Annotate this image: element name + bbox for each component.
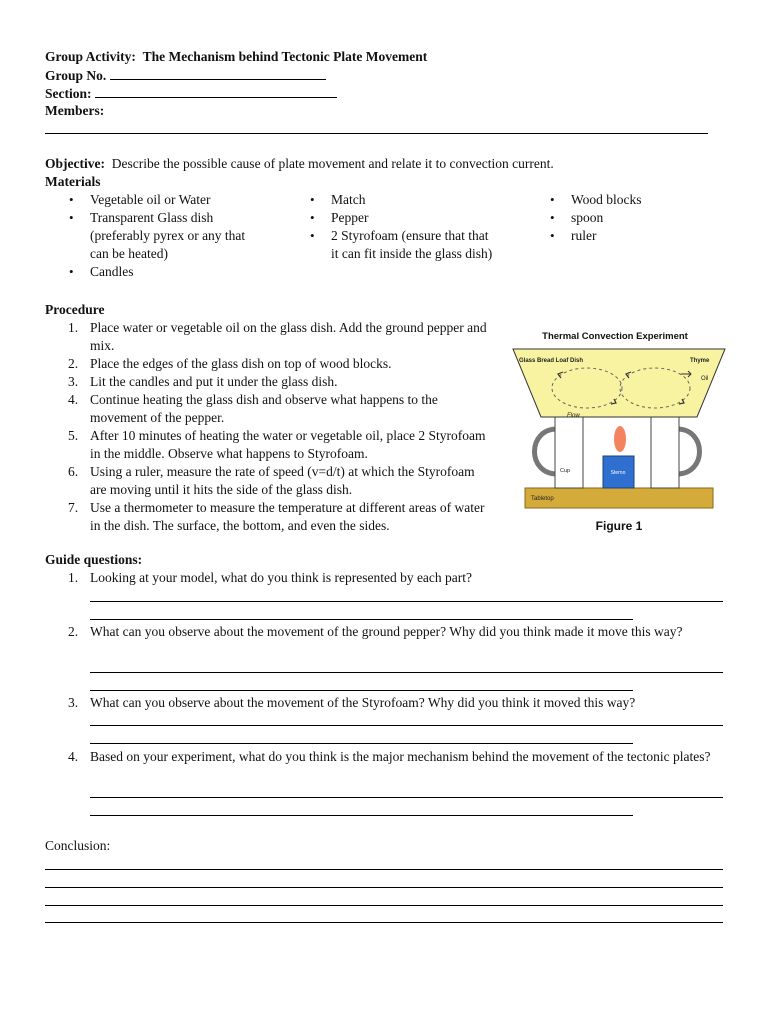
answer-line[interactable] (90, 743, 633, 744)
group-no-field[interactable] (110, 66, 326, 80)
conclusion-line[interactable] (45, 887, 723, 888)
guide-question: 1. Looking at your model, what do you think is represented by each part? (68, 570, 473, 585)
sterno-label: Sterno (610, 470, 626, 476)
conclusion-label: Conclusion: (45, 838, 111, 853)
answer-line[interactable] (90, 619, 633, 620)
procedure-step: 1. Place water or vegetable oil on the glass dish. Add the ground pepper and mix. (68, 320, 487, 353)
section-line: Section: (45, 84, 337, 103)
material-item: • Wood blocks (545, 191, 725, 209)
conclusion-line[interactable] (45, 922, 723, 923)
cup-label: Cup (560, 468, 571, 474)
flow-label: Flow (567, 413, 580, 419)
material-item: • Transparent Glass dish (preferably pyrex or any that can be heated) (64, 209, 254, 263)
procedure-heading: Procedure (45, 302, 105, 317)
guide-question: 2. What can you observe about the movement of the ground pepper? Why did you think made it move this way? (68, 624, 683, 639)
tabletop-label: Tabletop (531, 496, 554, 502)
answer-line[interactable] (90, 672, 723, 673)
guide-question: 4. Based on your experiment, what do you think is the major mechanism behind the movement of the tectonic plates? (68, 749, 711, 764)
figure-title: Thermal Convection Experiment (542, 331, 688, 342)
procedure-step: 7. Use a thermometer to measure the temperature at different areas of water in the dish. The surface, the bottom, and even the sides. (68, 500, 485, 533)
answer-line[interactable] (90, 601, 723, 602)
procedure-step: 6. Using a ruler, measure the rate of speed (v=d/t) at which the Styrofoam are moving until it hits the side of the glass dish. (68, 464, 475, 497)
left-cup-handle (535, 429, 558, 474)
material-item: • Pepper (305, 209, 495, 227)
material-item: • ruler (545, 227, 725, 245)
guide-heading: Guide questions: (45, 552, 143, 567)
materials-col2 (305, 191, 495, 263)
answer-line[interactable] (90, 690, 633, 691)
activity-title: Group Activity: The Mechanism behind Tectonic Plate Movement (45, 49, 428, 64)
material-item: • Match (305, 191, 495, 209)
material-item: • Candles (64, 263, 254, 281)
materials-col1 (64, 191, 254, 281)
procedure-list (68, 319, 488, 535)
answer-line[interactable] (90, 725, 723, 726)
objective: Objective: Describe the possible cause of plate movement and relate it to convection current. (45, 156, 554, 171)
materials-col3 (545, 191, 725, 245)
right-cup (651, 417, 679, 488)
group-no-line: Group No. (45, 66, 326, 85)
material-item: • 2 Styrofoam (ensure that that it can fit inside the glass dish) (305, 227, 495, 263)
conclusion-line[interactable] (45, 905, 723, 906)
right-cup-handle (677, 429, 700, 474)
figure-caption: Figure 1 (595, 519, 643, 533)
answer-line[interactable] (90, 797, 723, 798)
conclusion-line[interactable] (45, 869, 723, 870)
members-line[interactable] (45, 133, 708, 134)
procedure-step: 4. Continue heating the glass dish and observe what happens to the movement of the pepper. (68, 392, 438, 425)
answer-line[interactable] (90, 815, 633, 816)
dish-label: Glass Bread Loaf Dish (519, 358, 584, 364)
members-label: Members: (45, 103, 105, 118)
procedure-step: 5. After 10 minutes of heating the water or vegetable oil, place 2 Styrofoam in the middle. Observe what happens to Styrofoam. (68, 428, 486, 461)
material-item: • Vegetable oil or Water (64, 191, 254, 209)
guide-question: 3. What can you observe about the movement of the Styrofoam? Why did you think it moved this way? (68, 695, 636, 710)
material-item: • spoon (545, 209, 725, 227)
materials-heading: Materials (45, 174, 101, 189)
convection-figure (505, 322, 730, 542)
thyme-label: Thyme (690, 358, 710, 364)
section-field[interactable] (95, 84, 337, 98)
flame (614, 426, 626, 452)
procedure-step: 3. Lit the candles and put it under the glass dish. (68, 374, 338, 389)
left-cup (555, 417, 583, 488)
oil-label: Oil (701, 376, 709, 382)
procedure-step: 2. Place the edges of the glass dish on top of wood blocks. (68, 356, 392, 371)
